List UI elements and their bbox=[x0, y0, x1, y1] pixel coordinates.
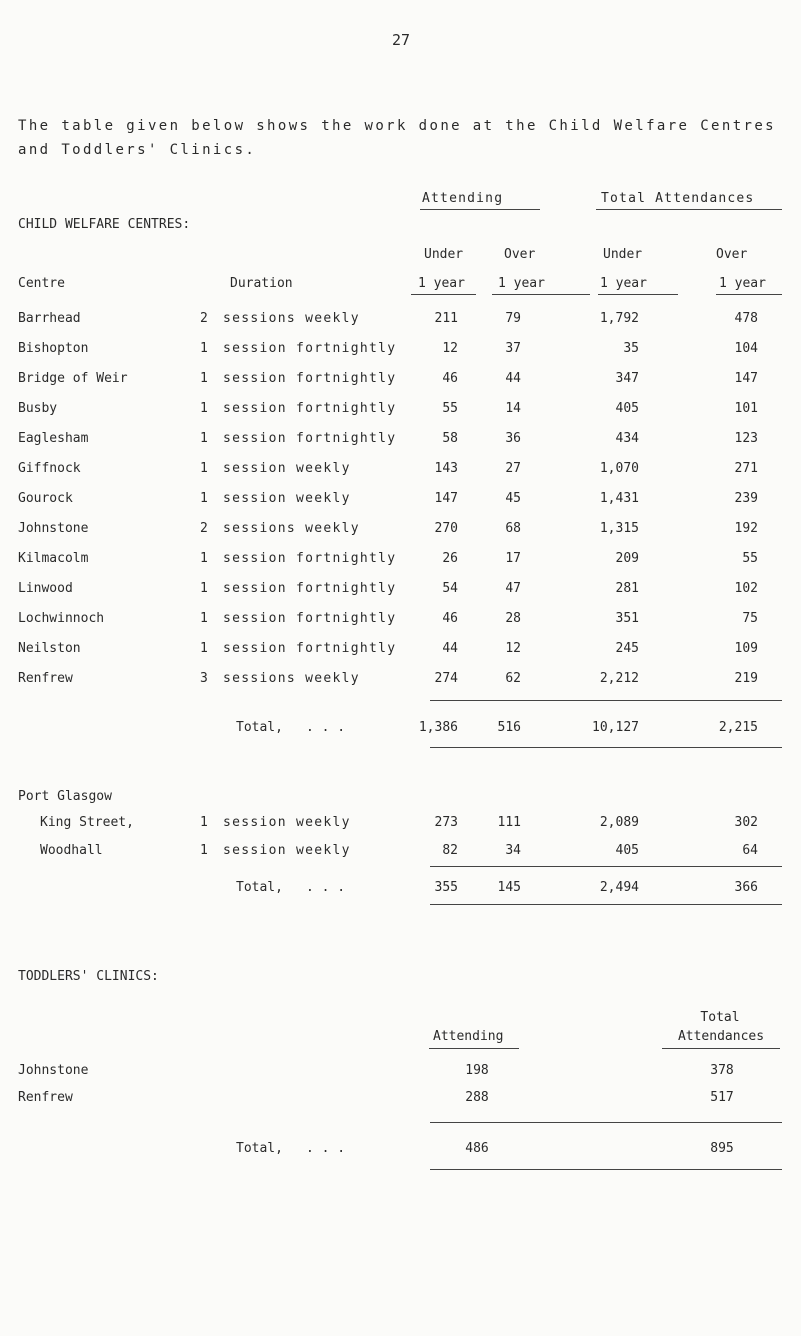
group-header-total-attendances: Total Attendances bbox=[601, 191, 755, 206]
total-under-1: 245 bbox=[615, 641, 639, 656]
attending-under-1: 54 bbox=[442, 581, 458, 596]
total-over-1: 101 bbox=[734, 401, 758, 416]
attending-over-1: 44 bbox=[505, 371, 521, 386]
total-over-1: 109 bbox=[734, 641, 758, 656]
total-over-1: 192 bbox=[734, 521, 758, 536]
session-count: 2 bbox=[200, 311, 208, 326]
intro-text: The table given below shows the work done at the Child Welfare Centres and Toddlers' Clinics. bbox=[18, 118, 777, 158]
clinic-name: Johnstone bbox=[18, 1063, 89, 1078]
total-attendances-over-1: 2,215 bbox=[718, 720, 758, 735]
session-count: 1 bbox=[200, 371, 208, 386]
table-row bbox=[0, 311, 801, 331]
total-under-1: 347 bbox=[615, 371, 639, 386]
session-duration: session fortnightly bbox=[223, 641, 397, 656]
header-underline-a bbox=[411, 294, 476, 295]
session-duration: session fortnightly bbox=[223, 371, 397, 386]
section-title-child-welfare: CHILD WELFARE CENTRES: bbox=[18, 217, 191, 232]
total-dots: . . . bbox=[306, 880, 346, 895]
table-row bbox=[0, 341, 801, 361]
port-glasgow-total-rule-top bbox=[430, 866, 782, 867]
centre-name: King Street, bbox=[40, 815, 134, 830]
session-count: 1 bbox=[200, 641, 208, 656]
toddlers-header-rule-b bbox=[662, 1048, 780, 1049]
total-dots: . . . bbox=[306, 1141, 346, 1156]
attending-over-1: 14 bbox=[505, 401, 521, 416]
attending-under-1: 143 bbox=[434, 461, 458, 476]
clinic-attending: 288 bbox=[465, 1090, 489, 1105]
attending-over-1: 37 bbox=[505, 341, 521, 356]
total-attending-under-1: 1,386 bbox=[418, 720, 458, 735]
total-attendances-over-1: 366 bbox=[734, 880, 758, 895]
header-1-year-total-over: 1 year bbox=[719, 276, 766, 291]
session-duration: sessions weekly bbox=[223, 671, 360, 686]
welfare-total-rule-top bbox=[430, 700, 782, 701]
session-duration: sessions weekly bbox=[223, 521, 360, 536]
centre-name: Kilmacolm bbox=[18, 551, 89, 566]
total-over-1: 102 bbox=[734, 581, 758, 596]
attending-over-1: 47 bbox=[505, 581, 521, 596]
attending-under-1: 46 bbox=[442, 611, 458, 626]
attending-under-1: 12 bbox=[442, 341, 458, 356]
attending-over-1: 17 bbox=[505, 551, 521, 566]
attending-over-1: 36 bbox=[505, 431, 521, 446]
welfare-total-row bbox=[0, 720, 801, 740]
table-row bbox=[0, 611, 801, 631]
attending-over-1: 45 bbox=[505, 491, 521, 506]
session-duration: session fortnightly bbox=[223, 611, 397, 626]
total-under-1: 2,212 bbox=[599, 671, 639, 686]
attending-under-1: 82 bbox=[442, 843, 458, 858]
port-glasgow-heading: Port Glasgow bbox=[18, 789, 112, 804]
attending-over-1: 34 bbox=[505, 843, 521, 858]
total-under-1: 1,792 bbox=[599, 311, 639, 326]
centre-name: Johnstone bbox=[18, 521, 89, 536]
session-count: 1 bbox=[200, 431, 208, 446]
section-title-toddlers: TODDLERS' CLINICS: bbox=[18, 969, 159, 984]
session-count: 1 bbox=[200, 611, 208, 626]
total-over-1: 104 bbox=[734, 341, 758, 356]
total-attending-under-1: 355 bbox=[434, 880, 458, 895]
table-row bbox=[0, 401, 801, 421]
attending-over-1: 79 bbox=[505, 311, 521, 326]
header-under-attending: Under bbox=[424, 247, 464, 262]
centre-name: Eaglesham bbox=[18, 431, 89, 446]
attending-under-1: 273 bbox=[434, 815, 458, 830]
toddlers-total-rule-bottom bbox=[430, 1169, 782, 1170]
total-attending-over-1: 516 bbox=[497, 720, 521, 735]
session-count: 1 bbox=[200, 815, 208, 830]
total-under-1: 2,089 bbox=[599, 815, 639, 830]
total-label: Total, bbox=[236, 720, 283, 735]
total-under-1: 434 bbox=[615, 431, 639, 446]
total-over-1: 147 bbox=[734, 371, 758, 386]
total-label: Total, bbox=[236, 1141, 283, 1156]
centre-name: Woodhall bbox=[40, 843, 103, 858]
attending-over-1: 12 bbox=[505, 641, 521, 656]
attending-under-1: 147 bbox=[434, 491, 458, 506]
session-duration: session weekly bbox=[223, 815, 351, 830]
session-duration: session weekly bbox=[223, 461, 351, 476]
total-attendances-under-1: 2,494 bbox=[599, 880, 639, 895]
header-duration: Duration bbox=[230, 276, 293, 291]
header-over-total: Over bbox=[716, 247, 748, 262]
total-over-1: 239 bbox=[734, 491, 758, 506]
port-glasgow-total-row bbox=[0, 880, 801, 900]
header-over-attending: Over bbox=[504, 247, 536, 262]
total-under-1: 281 bbox=[615, 581, 639, 596]
attending-under-1: 274 bbox=[434, 671, 458, 686]
total-dots: . . . bbox=[306, 720, 346, 735]
attending-under-1: 44 bbox=[442, 641, 458, 656]
centre-name: Barrhead bbox=[18, 311, 81, 326]
centre-name: Bishopton bbox=[18, 341, 89, 356]
table-row bbox=[0, 461, 801, 481]
attending-over-1: 68 bbox=[505, 521, 521, 536]
attending-under-1: 270 bbox=[434, 521, 458, 536]
session-count: 1 bbox=[200, 461, 208, 476]
attending-over-1: 28 bbox=[505, 611, 521, 626]
header-attending: Attending bbox=[433, 1029, 504, 1044]
table-row bbox=[0, 491, 801, 511]
clinic-name: Renfrew bbox=[18, 1090, 73, 1105]
total-under-1: 351 bbox=[615, 611, 639, 626]
attending-under-1: 58 bbox=[442, 431, 458, 446]
session-count: 2 bbox=[200, 521, 208, 536]
header-total-attendances-line1: Total bbox=[700, 1010, 740, 1025]
session-count: 1 bbox=[200, 551, 208, 566]
centre-name: Lochwinnoch bbox=[18, 611, 105, 626]
session-duration: session fortnightly bbox=[223, 401, 397, 416]
toddlers-total-rule-top bbox=[430, 1122, 782, 1123]
session-duration: session weekly bbox=[223, 491, 351, 506]
session-duration: session fortnightly bbox=[223, 431, 397, 446]
total-over-1: 219 bbox=[734, 671, 758, 686]
header-1-year-attending-over: 1 year bbox=[498, 276, 545, 291]
clinic-attending: 198 bbox=[465, 1063, 489, 1078]
table-row bbox=[0, 1090, 801, 1110]
table-row bbox=[0, 843, 801, 863]
table-row bbox=[0, 815, 801, 835]
session-duration: sessions weekly bbox=[223, 311, 360, 326]
session-duration: session fortnightly bbox=[223, 551, 397, 566]
header-underline-d bbox=[716, 294, 782, 295]
table-row bbox=[0, 1063, 801, 1083]
session-count: 1 bbox=[200, 581, 208, 596]
centre-name: Linwood bbox=[18, 581, 73, 596]
attending-under-1: 26 bbox=[442, 551, 458, 566]
total-under-1: 1,070 bbox=[599, 461, 639, 476]
table-row bbox=[0, 641, 801, 661]
total-under-1: 405 bbox=[615, 843, 639, 858]
page-number: 27 bbox=[392, 31, 411, 49]
total-label: Total, bbox=[236, 880, 283, 895]
centre-name: Busby bbox=[18, 401, 58, 416]
session-duration: session fortnightly bbox=[223, 341, 397, 356]
centre-name: Neilston bbox=[18, 641, 81, 656]
header-under-total: Under bbox=[603, 247, 643, 262]
header-1-year-total-under: 1 year bbox=[600, 276, 647, 291]
group-header-attending: Attending bbox=[422, 191, 504, 206]
table-row bbox=[0, 671, 801, 691]
centre-name: Renfrew bbox=[18, 671, 73, 686]
total-under-1: 1,431 bbox=[599, 491, 639, 506]
total-attendances: 895 bbox=[710, 1141, 734, 1156]
session-count: 1 bbox=[200, 341, 208, 356]
header-total-attendances-line2: Attendances bbox=[677, 1029, 765, 1044]
toddlers-header-rule-a bbox=[429, 1048, 519, 1049]
total-attending: 486 bbox=[465, 1141, 489, 1156]
centre-name: Giffnock bbox=[18, 461, 81, 476]
table-row bbox=[0, 371, 801, 391]
session-count: 1 bbox=[200, 401, 208, 416]
session-duration: session weekly bbox=[223, 843, 351, 858]
session-count: 3 bbox=[200, 671, 208, 686]
table-row bbox=[0, 551, 801, 571]
header-1-year-attending-under: 1 year bbox=[418, 276, 465, 291]
centre-name: Bridge of Weir bbox=[18, 371, 128, 386]
total-over-1: 64 bbox=[742, 843, 758, 858]
attending-over-1: 62 bbox=[505, 671, 521, 686]
total-under-1: 405 bbox=[615, 401, 639, 416]
total-over-1: 271 bbox=[734, 461, 758, 476]
table-row bbox=[0, 581, 801, 601]
attending-over-1: 111 bbox=[497, 815, 521, 830]
total-over-1: 123 bbox=[734, 431, 758, 446]
total-under-1: 1,315 bbox=[599, 521, 639, 536]
centre-name: Gourock bbox=[18, 491, 73, 506]
attending-group-rule bbox=[420, 209, 540, 210]
total-over-1: 302 bbox=[734, 815, 758, 830]
attending-over-1: 27 bbox=[505, 461, 521, 476]
total-over-1: 478 bbox=[734, 311, 758, 326]
session-count: 1 bbox=[200, 843, 208, 858]
table-row bbox=[0, 431, 801, 451]
attending-under-1: 55 bbox=[442, 401, 458, 416]
total-over-1: 55 bbox=[742, 551, 758, 566]
header-underline-c bbox=[598, 294, 678, 295]
clinic-total-attendances: 517 bbox=[710, 1090, 734, 1105]
total-group-rule bbox=[596, 209, 782, 210]
attending-under-1: 46 bbox=[442, 371, 458, 386]
clinic-total-attendances: 378 bbox=[710, 1063, 734, 1078]
welfare-total-rule-bottom bbox=[430, 747, 782, 748]
port-glasgow-total-rule-bottom bbox=[430, 904, 782, 905]
header-centre: Centre bbox=[18, 276, 65, 291]
table-row bbox=[0, 521, 801, 541]
total-over-1: 75 bbox=[742, 611, 758, 626]
total-attendances-under-1: 10,127 bbox=[592, 720, 639, 735]
session-duration: session fortnightly bbox=[223, 581, 397, 596]
header-underline-b bbox=[492, 294, 590, 295]
total-under-1: 35 bbox=[623, 341, 639, 356]
session-count: 1 bbox=[200, 491, 208, 506]
total-attending-over-1: 145 bbox=[497, 880, 521, 895]
attending-under-1: 211 bbox=[434, 311, 458, 326]
toddlers-total-row bbox=[0, 1141, 801, 1161]
total-under-1: 209 bbox=[615, 551, 639, 566]
